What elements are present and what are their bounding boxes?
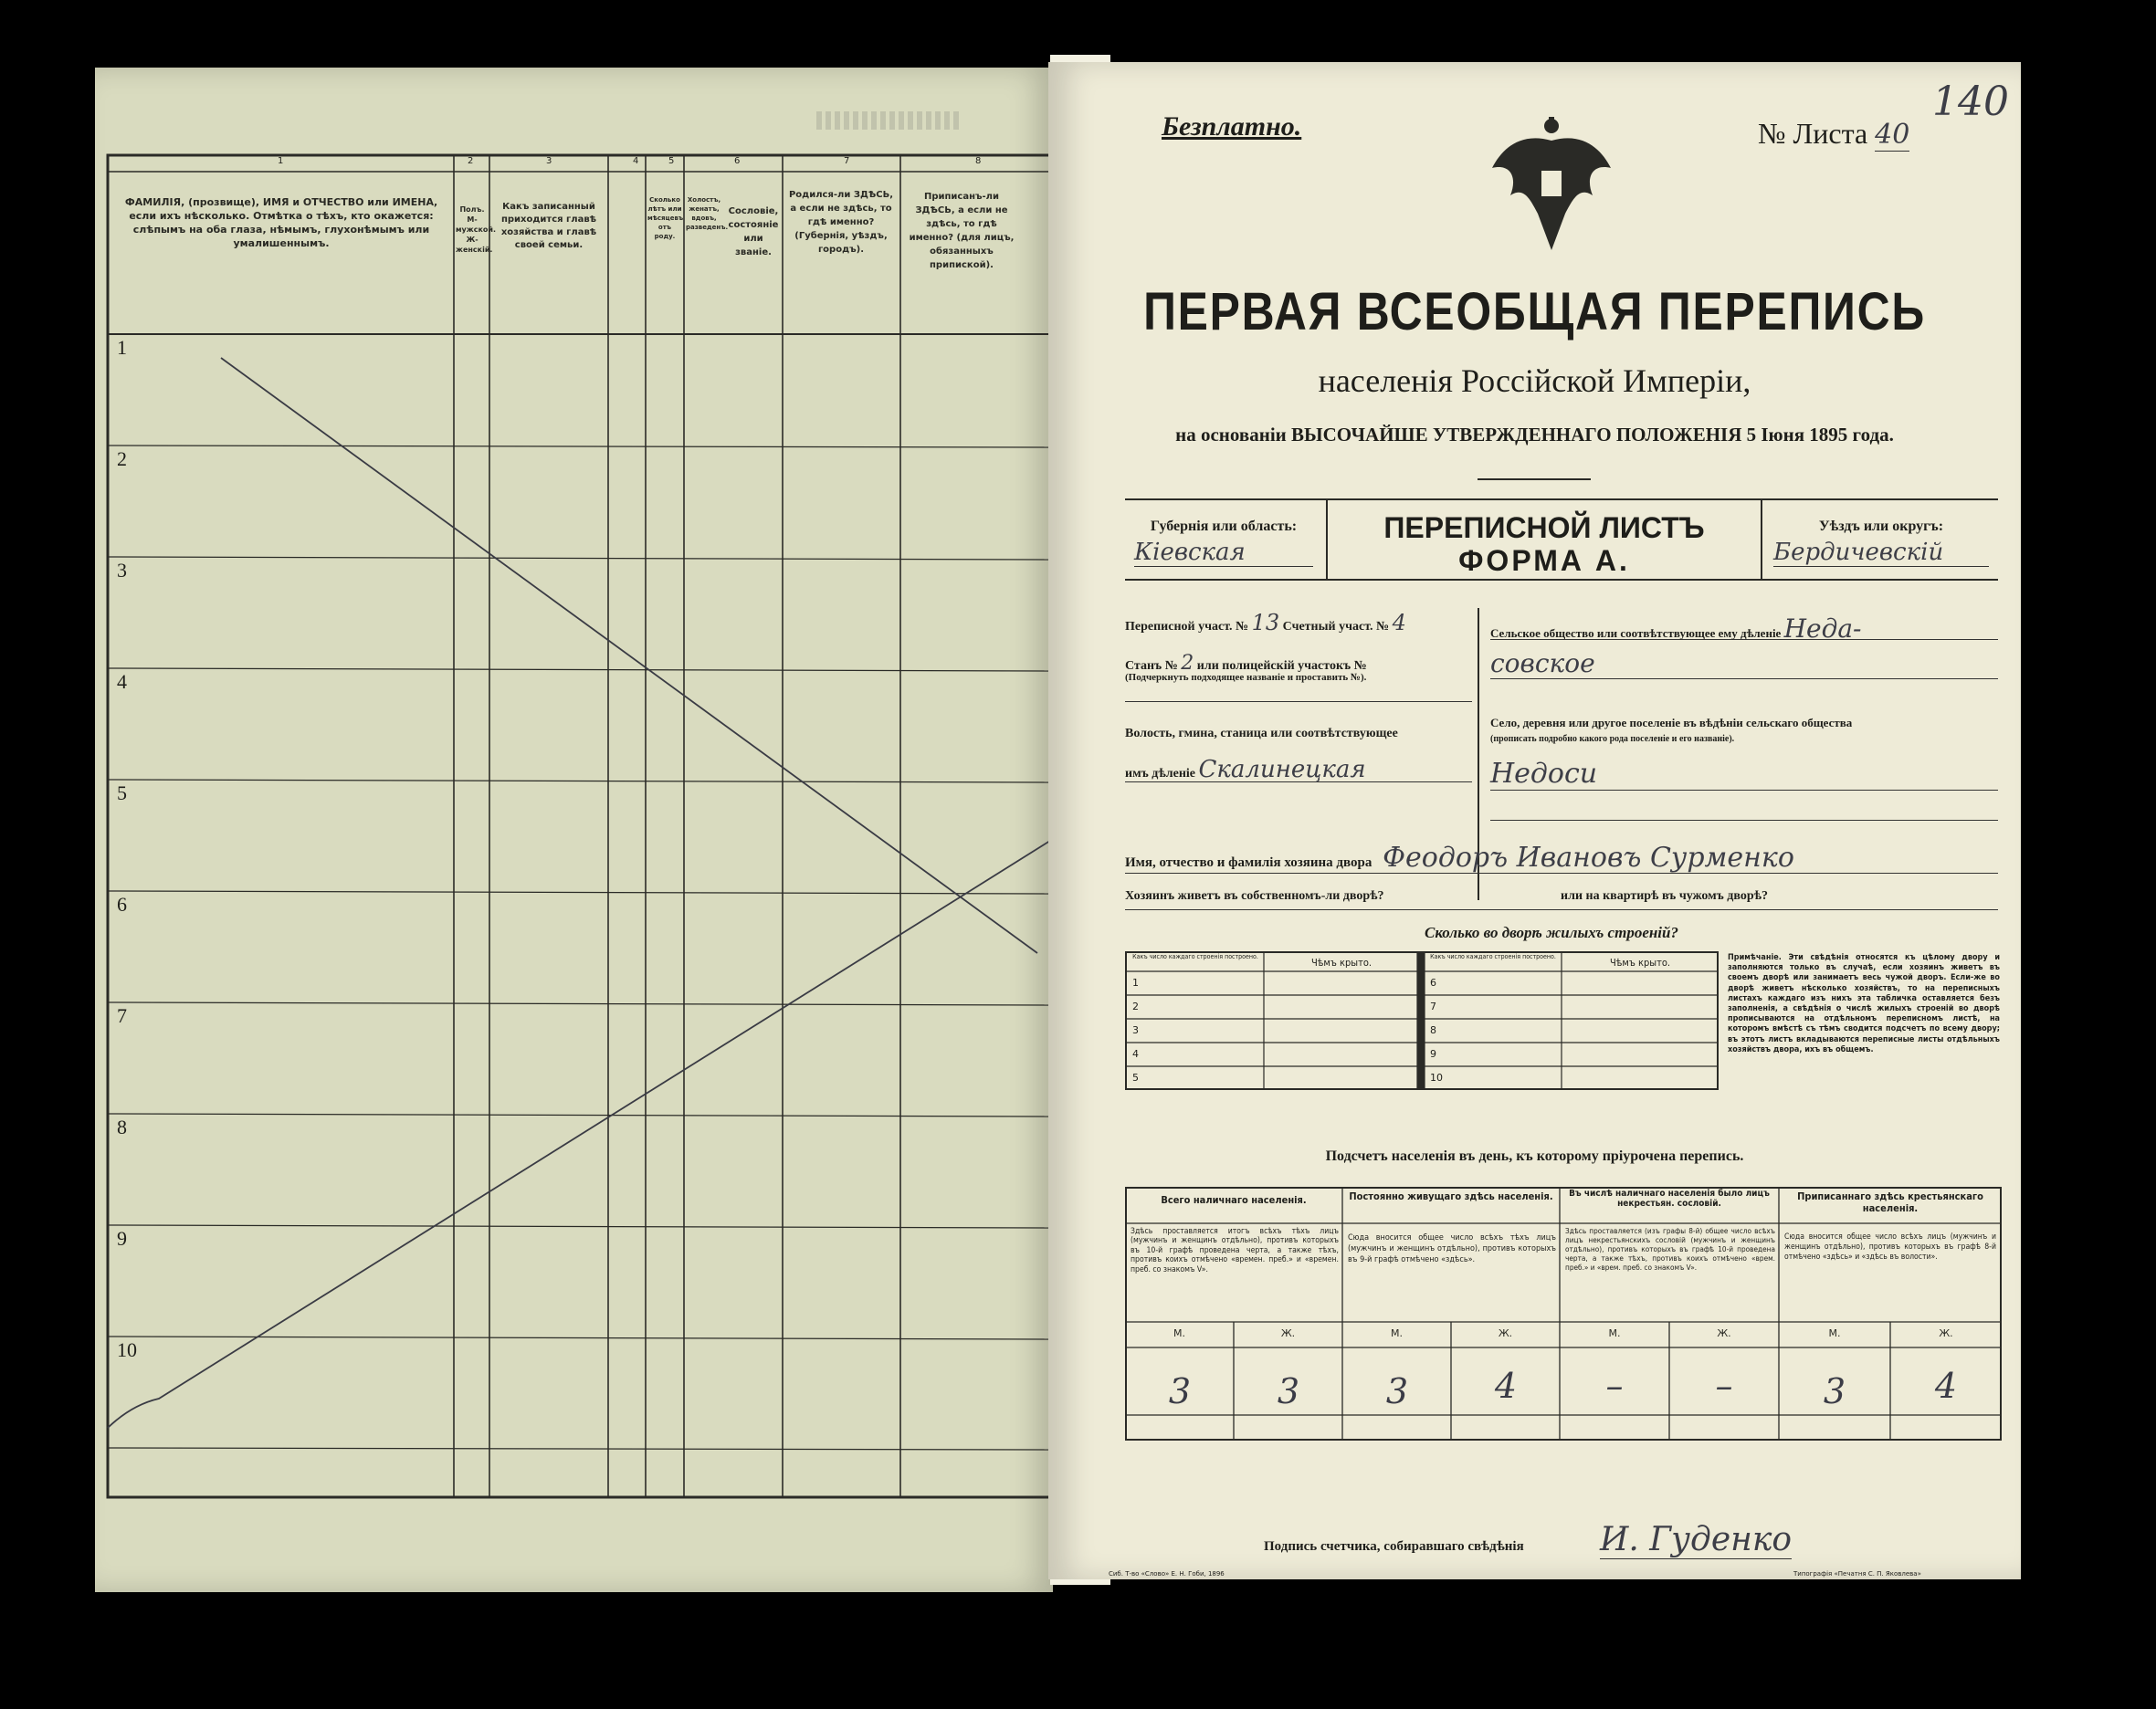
count-desc: Здѣсь проставляется итогъ всѣхъ тѣхъ лицъ (мужчинъ и женщинъ отдѣльно), противъ которыхъ въ 10-й графѣ проведена черта, а также тѣхъ, противъ коихъ отмѣчено «времен. преб.» и «времен. преб. со знакомъ V». [1131, 1227, 1339, 1274]
count-value: 4 [1934, 1366, 1958, 1406]
volost-line: имъ дѣленіе Скалинецкая [1125, 756, 1472, 782]
selo-label: Село, деревня или другое поселеніе въ вѣдѣніи сельскаго общества [1490, 716, 1853, 729]
bld-row-num: 2 [1132, 1001, 1139, 1012]
count-desc: Сюда вносится общее число всѣхъ тѣхъ лицъ (мужчинъ и женщинъ отдѣльно), противъ которыхъ въ 9-й графѣ отмѣчено «здѣсь». [1348, 1233, 1556, 1264]
left-page [95, 68, 1053, 1592]
bld-header-right-b: Чѣмъ крыто. [1609, 957, 1671, 969]
uezd-value: Бердичевскій [1773, 539, 1989, 567]
count-table-grid [1125, 1187, 2002, 1441]
col-number: 5 [668, 156, 675, 166]
col-number: 4 [633, 156, 639, 166]
col-header-birthplace: Родился-ли ЗДѢСЬ, а если не здѣсь, то гдѣ именно? (Губернія, уѣздъ, городъ). [788, 190, 894, 255]
sex-header: Ж. [1939, 1327, 1953, 1339]
sex-header: Ж. [1498, 1327, 1513, 1339]
owner-line: Имя, отчество и фамилія хозяина двора Феодоръ Ивановъ Сурменко [1125, 842, 1998, 874]
imperial-eagle-emblem [1483, 113, 1620, 259]
row-number: 1 [117, 336, 127, 359]
sex-header: М. [1608, 1327, 1621, 1339]
col-number: 7 [844, 156, 850, 166]
signature-value: И. Гуденко [1600, 1521, 1793, 1558]
sex-header: М. [1173, 1327, 1185, 1339]
col-number: 2 [468, 156, 474, 166]
row-number: 7 [117, 1004, 127, 1027]
col-number: 8 [975, 156, 982, 166]
right-page [1048, 62, 2021, 1579]
form-title: ПЕРЕПИСНОЙ ЛИСТЪ [1383, 511, 1705, 544]
col-header-age: Сколько лѣтъ или мѣсяцевъ отъ роду. [647, 196, 684, 240]
obshchestvo-line: Сельское общество или соотвѣтствующее ему дѣленіе Неда- [1490, 613, 1998, 640]
sheet-number-label: № Листа [1758, 117, 1868, 150]
count-value: – [1715, 1366, 1733, 1406]
stan-note: (Подчеркнуть подходящее названіе и проставить №). [1125, 672, 1367, 683]
stan-line: Станъ № 2 или полицейскій участокъ № [1125, 652, 1367, 675]
sex-header: М. [1828, 1327, 1841, 1339]
row-number: 6 [117, 893, 127, 916]
document-basis: на основаніи ВЫСОЧАЙШЕ УТВЕРЖДЕННАГО ПОЛОЖЕНІЯ 5 Іюня 1895 года. [1175, 424, 1894, 446]
bld-row-num: 3 [1132, 1024, 1139, 1036]
sex-header: Ж. [1280, 1327, 1296, 1339]
printer-left: Сиб. Т-во «Слово» Е. Н. Гоби, 1896 [1109, 1570, 1225, 1578]
signature-label: Подпись счетчика, собиравшаго свѣдѣнія [1264, 1539, 1524, 1554]
count-value: – [1605, 1366, 1624, 1406]
document-title: ПЕРВАЯ ВСЕОБЩАЯ ПЕРЕПИСЬ [1143, 282, 1926, 341]
free-label: Безплатно. [1162, 111, 1302, 142]
bld-header-right-a: Какъ число каждаго строенія построено. [1430, 953, 1556, 960]
owner-lives-line: Хозяинъ живетъ въ собственномъ-ли дворѣ? или на квартирѣ въ чужомъ дворѣ? [1125, 889, 1998, 910]
count-title: Подсчетъ населенія въ день, къ которому пріурочена перепись. [1325, 1148, 1744, 1164]
bld-row-num: 6 [1430, 977, 1436, 989]
form-letter: ФОРМА А. [1458, 544, 1630, 577]
row-number: 4 [117, 670, 127, 693]
gubernia-value: Кіевская [1134, 539, 1313, 567]
sheet-number-value: 40 [1875, 119, 1910, 151]
document-subtitle: населенія Россійской Имперіи, [1318, 362, 1751, 399]
col-header-name: ФАМИЛІЯ, (прозвище), ИМЯ и ОТЧЕСТВО или ИМЕНА, если ихъ нѣсколько. Отмѣтка о тѣхъ, кто окажется: слѣпымъ на оба глаза, нѣмымъ, глухонѣмымъ или умалишеннымъ. [124, 196, 438, 249]
gubernia-label: Губернія или область: [1150, 519, 1298, 534]
row-number: 9 [117, 1227, 127, 1250]
selo-value: Недоси [1490, 758, 1998, 791]
printer-right: Типографія «Печатня С. П. Яковлева» [1793, 1570, 1921, 1578]
sex-header: Ж. [1717, 1327, 1731, 1339]
column-number-row [108, 156, 1051, 171]
left-table-grid [95, 68, 1053, 1592]
count-header: Приписаннаго здѣсь крестьянскаго населенія. [1797, 1190, 1983, 1214]
count-header: Въ числѣ наличнаго населенія было лицъ некрестьян. сословій. [1569, 1189, 1770, 1209]
obshchestvo-value: совское [1490, 648, 1998, 679]
row-number: 8 [117, 1116, 127, 1138]
col-header-estate: Сословіе, состояніе или званіе. [728, 206, 779, 257]
bld-row-num: 4 [1132, 1048, 1139, 1060]
col-header-registration: Приписанъ-ли ЗДѢСЬ, а если не здѣсь, то гдѣ именно? (для лицъ, обязанныхъ припиской). [909, 192, 1015, 270]
col-header-sex: Полъ. М-мужской. Ж-женскій. [456, 205, 497, 254]
count-value: 3 [1168, 1371, 1192, 1411]
bld-row-num: 8 [1430, 1024, 1436, 1036]
bld-row-num: 1 [1132, 977, 1139, 989]
count-desc: Здѣсь проставляется (изъ графы 8-й) общее число всѣхъ лицъ некрестьянскихъ сословій (мужчинъ и женщинъ отдѣльно), противъ которыхъ въ графѣ 10-й проведена черта, а также тѣхъ, противъ коихъ отмѣчено «врем. преб.» и «врем. преб. со знакомъ V». [1565, 1226, 1775, 1272]
count-value: 3 [1823, 1371, 1846, 1411]
col-number: 6 [734, 156, 741, 166]
bld-row-num: 9 [1430, 1048, 1436, 1060]
uezd-label: Уѣздъ или округъ: [1818, 519, 1944, 534]
uchastok-line: Переписной участ. № 13 Счетный участ. № 4 [1125, 610, 1406, 635]
form-header-box [1125, 498, 1998, 581]
col-header-marital: Холостъ, женатъ, вдовъ, разведенъ. [686, 196, 729, 231]
col-number: 1 [278, 156, 284, 166]
count-value: 3 [1385, 1371, 1409, 1411]
row-number: 10 [117, 1338, 137, 1361]
row-number: 3 [117, 559, 127, 582]
bld-row-num: 10 [1430, 1072, 1443, 1084]
sheet-number [1758, 117, 1909, 151]
sex-header: М. [1391, 1327, 1403, 1339]
volost-label: Волость, гмина, станица или соотвѣтствующее [1125, 727, 1398, 740]
row-number: 2 [117, 447, 127, 470]
corner-number: 140 [1932, 79, 2009, 125]
bld-header-left-a: Какъ число каждаго строенія построено. [1132, 953, 1258, 960]
ornament-rule [1478, 478, 1591, 480]
col-header-relation: Какъ записанный приходится главѣ хозяйства и главѣ своей семьи. [500, 202, 597, 250]
count-desc: Сюда вносится общее число всѣхъ лицъ (мужчинъ и женщинъ отдѣльно), противъ которыхъ въ графѣ 8-й отмѣчено «здѣсь» и «здѣсь въ волости». [1784, 1232, 1996, 1262]
buildings-note: Примѣчаніе. Эти свѣдѣнія относятся къ цѣлому двору и заполняются только въ случаѣ, если хозяинъ живетъ въ своемъ дворѣ или занимаетъ весь чужой дворъ. Если-же во дворѣ живетъ нѣсколько хозяйствъ, то на переписныхъ листахъ каждаго изъ нихъ эта табличка оставляется безъ заполненія, а свѣдѣнія о числѣ жилыхъ строеній во дворѣ прописываются на отдѣльномъ переписномъ листѣ, на которомъ вмѣстѣ съ тѣмъ сводится подсчетъ по всему двору; въ этотъ листъ вкладываются переписные листы отдѣльныхъ хозяйствъ двора, ихъ въ общемъ. [1728, 953, 2000, 1054]
bld-row-num: 5 [1132, 1072, 1139, 1084]
count-value: 3 [1277, 1371, 1300, 1411]
owner-value: Феодоръ Ивановъ Сурменко [1383, 842, 1794, 874]
volost-value: Скалинецкая [1198, 756, 1366, 783]
count-header: Всего наличнаго населенія. [1161, 1194, 1307, 1206]
buildings-question: Сколько во дворѣ жилыхъ строеній? [1425, 924, 1678, 941]
bld-header-left-b: Чѣмъ крыто. [1310, 957, 1372, 969]
buildings-table-grid [1125, 951, 1719, 1090]
selo-note: (прописать подробно какого рода поселеніе и его названіе). [1490, 734, 1735, 744]
bld-row-num: 7 [1430, 1001, 1436, 1012]
count-header: Постоянно живущаго здѣсь населенія. [1349, 1190, 1553, 1202]
row-number: 5 [117, 781, 127, 804]
count-value: 4 [1494, 1366, 1518, 1406]
col-number: 3 [546, 156, 552, 166]
